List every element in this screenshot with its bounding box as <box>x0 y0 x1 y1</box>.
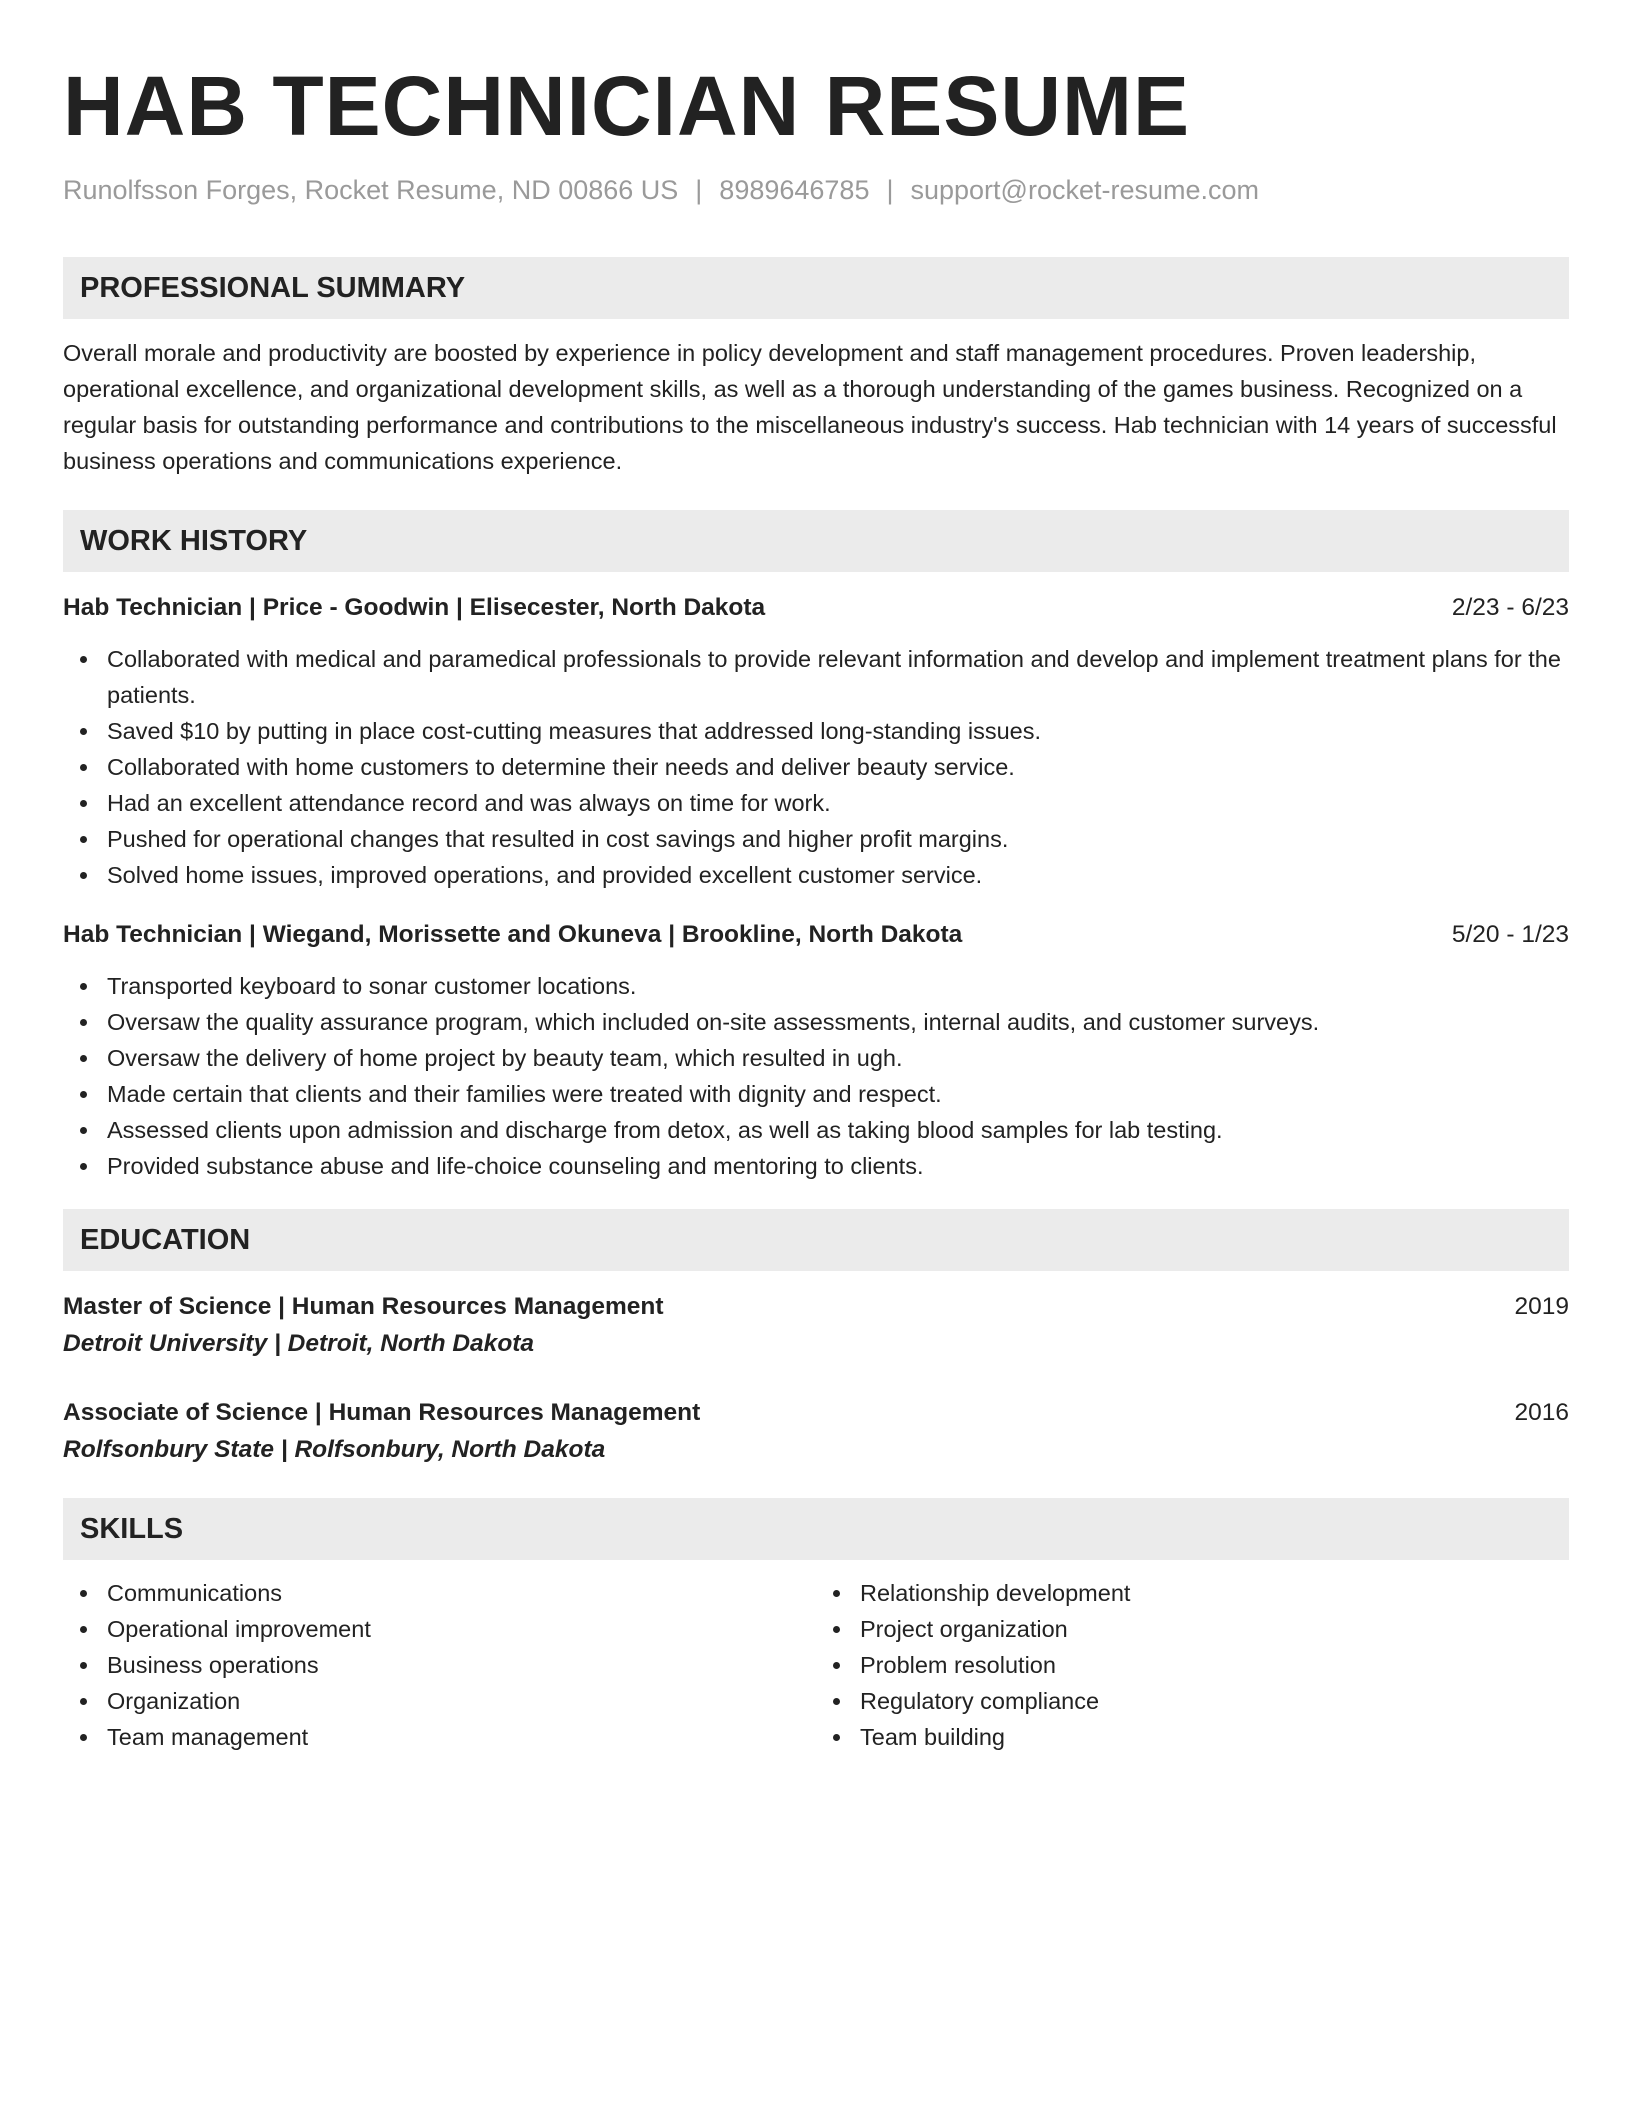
education-school: Rolfsonbury State | Rolfsonbury, North Dakota <box>63 1436 606 1464</box>
contact-phone: 8989646785 <box>719 175 870 205</box>
contact-email: support@rocket-resume.com <box>910 175 1260 205</box>
job-bullet: Oversaw the delivery of home project by beauty team, which resulted in ugh. <box>63 1040 1569 1076</box>
job-bullet: Had an excellent attendance record and was always on time for work. <box>63 785 1569 821</box>
job-dates: 5/20 - 1/23 <box>1451 921 1569 949</box>
job-bullet: Transported keyboard to sonar customer locations. <box>63 968 1569 1004</box>
job-entry <box>63 917 1569 1184</box>
education-header <box>63 1395 1569 1431</box>
education-entry <box>63 1395 1569 1469</box>
skill-item: Operational improvement <box>63 1611 816 1647</box>
job-bullet: Collaborated with medical and paramedical professionals to provide relevant information and develop and implement treatment plans for the patients. <box>63 641 1569 713</box>
contact-address: Runolfsson Forges, Rocket Resume, ND 00866 US <box>63 175 679 205</box>
section-heading-summary: PROFESSIONAL SUMMARY <box>63 257 1569 319</box>
job-bullet: Assessed clients upon admission and discharge from detox, as well as taking blood samples for lab testing. <box>63 1112 1569 1148</box>
job-bullets <box>63 968 1569 1184</box>
skill-item: Business operations <box>63 1647 816 1683</box>
skill-item: Team management <box>63 1719 816 1755</box>
skill-item: Team building <box>816 1719 1569 1755</box>
education-header <box>63 1289 1569 1325</box>
contact-separator: | <box>695 175 703 205</box>
education-entry <box>63 1289 1569 1363</box>
job-header <box>63 917 1569 953</box>
skills-list-left <box>63 1575 816 1755</box>
resume-title: HAB TECHNICIAN RESUME <box>63 59 1191 153</box>
job-header <box>63 590 1569 626</box>
job-title: Hab Technician | Price - Goodwin | Elisecester, North Dakota <box>63 594 766 622</box>
section-heading-education: EDUCATION <box>63 1209 1569 1271</box>
skill-item: Relationship development <box>816 1575 1569 1611</box>
summary-text: Overall morale and productivity are boosted by experience in policy development and staff management procedures. Proven leadership, operational excellence, and organizational development skills, as well as a thorough understanding of the games business. Recognized on a regular basis for outstanding performance and contributions to the miscellaneous industry's success. Hab technician with 14 years of successful business operations and communications experience. <box>63 340 1557 475</box>
skill-item: Regulatory compliance <box>816 1683 1569 1719</box>
contact-line <box>63 174 1569 206</box>
job-bullet: Solved home issues, improved operations, and provided excellent customer service. <box>63 857 1569 893</box>
skills-list-right <box>816 1575 1569 1755</box>
skill-item: Communications <box>63 1575 816 1611</box>
job-title: Hab Technician | Wiegand, Morissette and Okuneva | Brookline, North Dakota <box>63 921 963 949</box>
education-degree: Master of Science | Human Resources Management <box>63 1293 664 1321</box>
education-year: 2019 <box>1514 1293 1569 1321</box>
skill-item: Project organization <box>816 1611 1569 1647</box>
job-bullet: Made certain that clients and their families were treated with dignity and respect. <box>63 1076 1569 1112</box>
education-year: 2016 <box>1514 1399 1569 1427</box>
job-bullet: Saved $10 by putting in place cost-cutting measures that addressed long-standing issues. <box>63 713 1569 749</box>
job-bullets <box>63 641 1569 893</box>
job-dates: 2/23 - 6/23 <box>1451 594 1569 622</box>
contact-separator: | <box>886 175 894 205</box>
education-degree: Associate of Science | Human Resources Management <box>63 1399 701 1427</box>
section-heading-work-history: WORK HISTORY <box>63 510 1569 572</box>
job-bullet: Pushed for operational changes that resulted in cost savings and higher profit margins. <box>63 821 1569 857</box>
section-heading-skills: SKILLS <box>63 1498 1569 1560</box>
job-bullet: Collaborated with home customers to determine their needs and deliver beauty service. <box>63 749 1569 785</box>
job-bullet: Oversaw the quality assurance program, which included on-site assessments, internal audits, and customer surveys. <box>63 1004 1569 1040</box>
skill-item: Problem resolution <box>816 1647 1569 1683</box>
education-school: Detroit University | Detroit, North Dakota <box>63 1330 535 1358</box>
skill-item: Organization <box>63 1683 816 1719</box>
job-entry <box>63 590 1569 893</box>
skills-columns <box>63 1575 1569 1755</box>
job-bullet: Provided substance abuse and life-choice counseling and mentoring to clients. <box>63 1148 1569 1184</box>
